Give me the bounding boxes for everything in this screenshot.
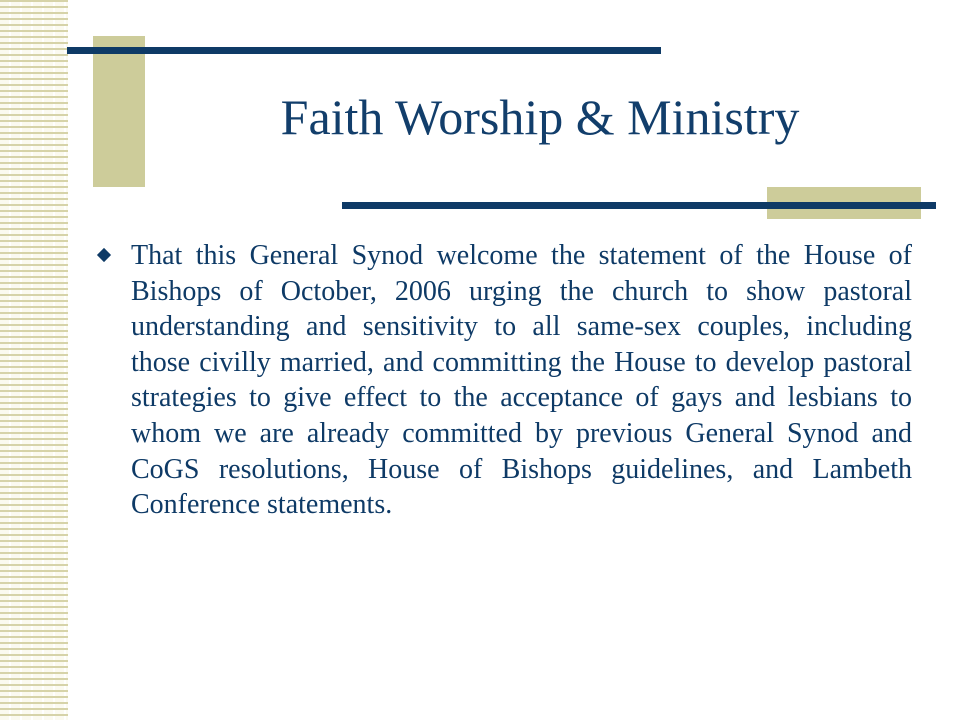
bullet-item xyxy=(96,238,912,523)
decorative-line-right xyxy=(342,202,936,209)
slide-title: Faith Worship & Ministry xyxy=(280,89,800,145)
diamond-bullet-icon xyxy=(97,248,111,262)
decorative-line-top xyxy=(67,47,661,54)
slide-content xyxy=(96,238,912,523)
decorative-stripe-bar xyxy=(0,0,68,720)
decorative-block-top xyxy=(93,36,145,187)
bullet-text: That this General Synod welcome the statement of the House of Bishops of October, 2006 urging the church to show pastoral understanding and sensitivity to all same-sex couples, including those civilly married, and committing the House to develop pastoral strategies to give effect to the acceptance of gays and lesbians to whom we are already committed by previous General Synod and CoGS resolutions, House of Bishops guidelines, and Lambeth Conference statements. xyxy=(131,240,912,521)
